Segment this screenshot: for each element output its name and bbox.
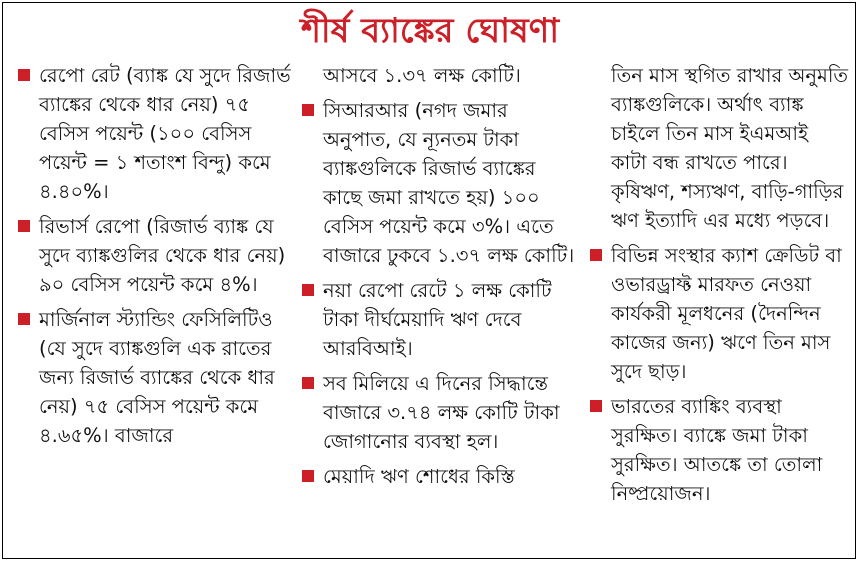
list-item (299, 462, 579, 491)
column-3 (587, 61, 849, 514)
list-item-continuation (587, 61, 849, 235)
item-text: মেয়াদি ঋণ শোধের কিস্তি (323, 465, 515, 488)
square-bullet-icon (302, 284, 314, 296)
square-bullet-icon (18, 69, 30, 81)
list-item (587, 241, 849, 386)
square-bullet-icon (302, 104, 314, 116)
square-bullet-icon (302, 377, 314, 389)
item-text: সব মিলিয়ে এ দিনের সিদ্ধান্তে বাজারে ৩.৭৪ লক্ষ কোটি টাকা জোগানোর ব্যবস্থা হল। (323, 372, 560, 453)
list-item (15, 61, 291, 206)
item-text: বিভিন্ন সংস্থার ক্যাশ ক্রেডিট বা ওভারড্রাফ্ট মারফত নেওয়া কার্যকরী মূলধনের (দৈনন্দিন কাজের জন্য) ঋণে তিন মাস সুদে ছাড়। (611, 244, 842, 383)
article-box (2, 2, 856, 559)
item-text: রিভার্স রেপো (রিজার্ভ ব্যাঙ্ক যে সুদে ব্যাঙ্কগুলির থেকে ধার নেয়) ৯০ বেসিস পয়েন্ট কমে ৪%। (39, 215, 286, 296)
list-item (15, 305, 291, 450)
item-text: রেপো রেট (ব্যাঙ্ক যে সুদে রিজার্ভ ব্যাঙ্কের থেকে ধার নেয়) ৭৫ বেসিস পয়েন্ট (১০০ বেসিস পয়েন্ট = ১ শতাংশ বিন্দু) কমে ৪.৪০%। (39, 64, 291, 203)
list-item (15, 212, 291, 299)
square-bullet-icon (18, 313, 30, 325)
column-2 (299, 61, 579, 497)
item-text: মার্জিনাল স্ট্যান্ডিং ফেসিলিটিও (যে সুদে ব্যাঙ্কগুলি এক রাতের জন্য রিজার্ভ ব্যাঙ্কের থেকে ধার নেয়) ৭৫ বেসিস পয়েন্ট কমে ৪.৬৫%। বাজারে (39, 308, 275, 447)
list-item-continuation (299, 61, 579, 90)
square-bullet-icon (590, 249, 602, 261)
list-item (587, 392, 849, 508)
headline: শীর্ষ ব্যাঙ্কের ঘোষণা (300, 11, 560, 51)
list-item (299, 276, 579, 363)
list-item (299, 369, 579, 456)
item-text: ভারতের ব্যাঙ্কিং ব্যবস্থা সুরক্ষিত। ব্যাঙ্কে জমা টাকা সুরক্ষিত। আতঙ্কে তা তোলা নিষ্প্রয়োজন। (611, 395, 823, 505)
item-text: আসবে ১.৩৭ লক্ষ কোটি। (323, 64, 521, 87)
square-bullet-icon (590, 400, 602, 412)
item-text: সিআরআর (নগদ জমার অনুপাত, যে ন্যূনতম টাকা ব্যাঙ্কগুলিকে রিজার্ভ ব্যাঙ্কের কাছে জমা রাখতে হয়) ১০০ বেসিস পয়েন্ট কমে ৩%। এতে বাজারে ঢুকবে ১.৩৭ লক্ষ কোটি। (323, 99, 575, 267)
item-text: নয়া রেপো রেটে ১ লক্ষ কোটি টাকা দীর্ঘমেয়াদি ঋণ দেবে আরবিআই। (323, 279, 552, 360)
list-item (299, 96, 579, 270)
item-text: তিন মাস স্থগিত রাখার অনুমতি ব্যাঙ্কগুলিকে। অর্থাৎ ব্যাঙ্ক চাইলে তিন মাস ইএমআই কাটা বন্ধ রাখতে পারে। কৃষিঋণ, শস্যঋণ, বাড়ি-গাড়ির ঋণ ইত্যাদি এর মধ্যে পড়বে। (611, 64, 849, 232)
column-1 (15, 61, 291, 456)
square-bullet-icon (18, 220, 30, 232)
square-bullet-icon (302, 470, 314, 482)
